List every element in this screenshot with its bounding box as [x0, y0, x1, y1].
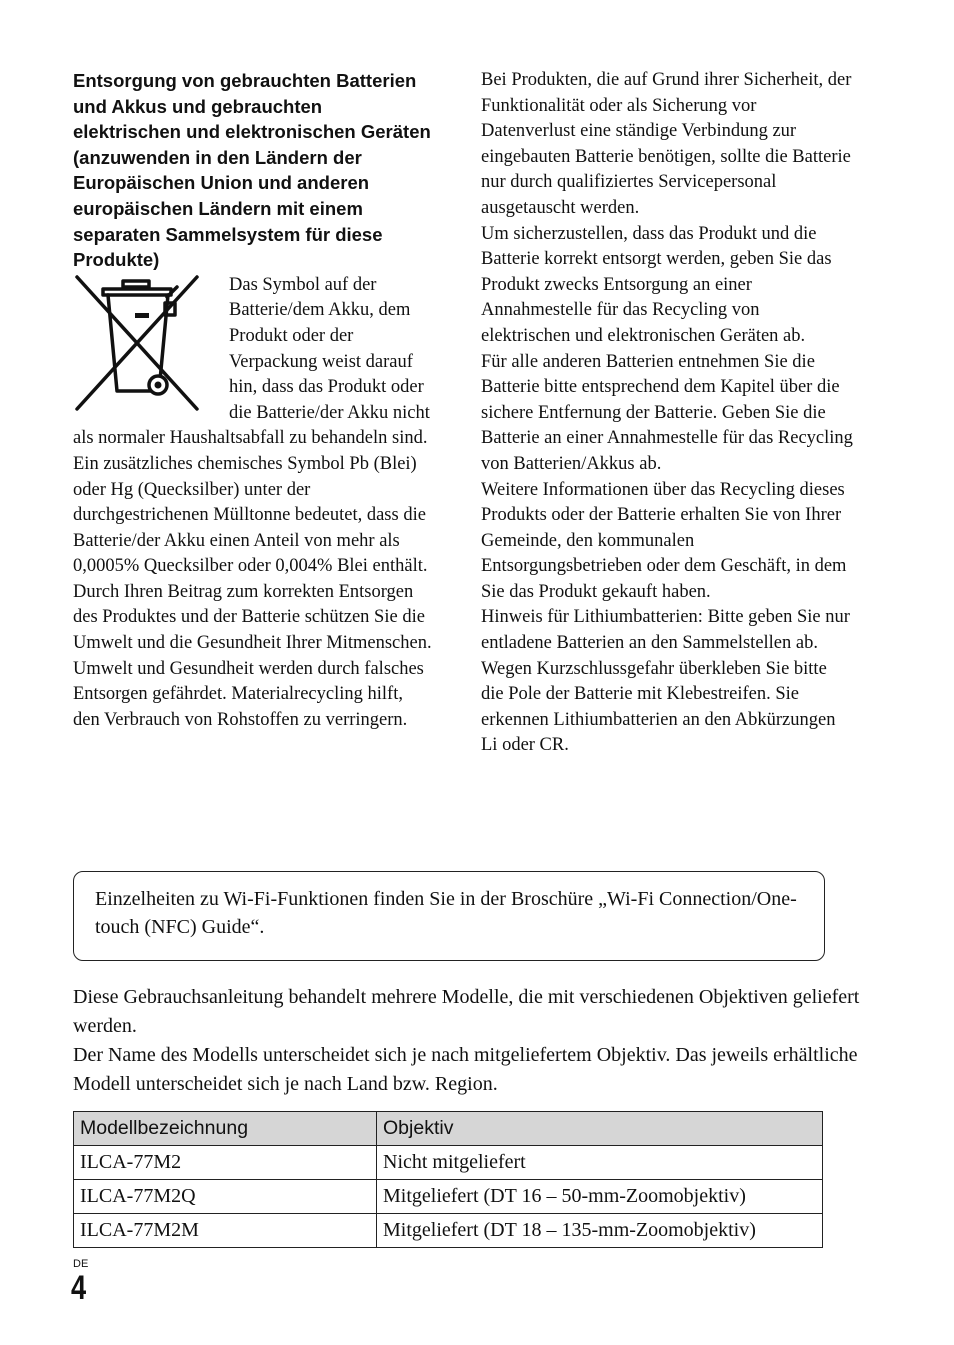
table-row — [74, 1180, 823, 1214]
disposal-heading: Entsorgung von gebrauchten Batterien und Akkus und gebrauchten elektrischen und elektronischen Geräten (anzuwenden in den Ländern der Europäischen Union und anderen europäischen Ländern mit einem separaten Sammelsystem für diese Produkte) — [73, 70, 431, 271]
disposal-paragraph: Hinweis für Lithiumbatterien: Bitte geben Sie nur entladene Batterien an den Sammelstellen ab. Wegen Kurzschlussgefahr überkleben Sie bitte die Pole der Batterie mit Klebestreifen. Sie erkennen Lithiumbatterien an den Abkürzungen Li oder CR. — [481, 607, 850, 756]
disposal-paragraph: Um sicherzustellen, dass das Produkt und die Batterie korrekt entsorgt werden, geben Sie das Produkt zwecks Entsorgung an einer Annahmestelle für das Recycling von elektrischen und elektronischen Geräten ab. — [481, 223, 832, 346]
intro-paragraph: Diese Gebrauchsanleitung behandelt mehrere Modelle, die mit verschiedenen Objektiven geliefert werden. — [73, 986, 860, 1037]
page-number: 4 — [71, 1269, 87, 1307]
lens-cell: Mitgeliefert (DT 18 – 135-mm-Zoomobjektiv) — [377, 1214, 823, 1248]
model-name-cell: ILCA-77M2 — [74, 1146, 377, 1180]
disposal-section-right — [481, 68, 853, 759]
wifi-notice-box — [73, 871, 825, 961]
disposal-paragraph: Durch Ihren Beitrag zum korrekten Entsorgen des Produktes und der Batterie schützen Sie die Umwelt und die Gesundheit Ihrer Mitmenschen. Umwelt und Gesundheit werden durch falsches Entsorgen gefährdet. Materialrecycling hilft, den Verbrauch von Rohstoffen zu verringern. — [73, 581, 432, 730]
table-row — [74, 1214, 823, 1248]
table-header-row — [74, 1112, 823, 1146]
disposal-paragraph: Bei Produkten, die auf Grund ihrer Sicherheit, der Funktionalität oder als Sicherung vor Datenverlust eine ständige Verbindung zur eingebauten Batterie benötigen, sollte die Batterie nur durch qualifiziertes Servicepersonal ausgetauscht werden. — [481, 70, 852, 218]
model-table — [73, 1111, 823, 1248]
wifi-notice-text: Einzelheiten zu Wi-Fi-Funktionen finden Sie in der Broschüre „Wi-Fi Connection/One-touch (NFC) Guide“. — [95, 888, 797, 938]
model-name-cell: ILCA-77M2M — [74, 1214, 377, 1248]
column-header-lens: Objektiv — [377, 1112, 823, 1146]
page-language-code: DE — [73, 1258, 89, 1270]
disposal-paragraph: Für alle anderen Batterien entnehmen Sie die Batterie bitte entsprechend dem Kapitel über die sichere Entfernung der Batterie. Geben Sie die Batterie an einer Annahmestelle für das Recycling von Batterien/Akkus ab. — [481, 351, 853, 474]
table-row — [74, 1146, 823, 1180]
model-name-cell: ILCA-77M2Q — [74, 1180, 377, 1214]
column-header-model: Modellbezeichnung — [74, 1112, 377, 1146]
lens-cell: Mitgeliefert (DT 16 – 50-mm-Zoomobjektiv) — [377, 1180, 823, 1214]
crossed-out-wheelie-bin-icon — [73, 273, 201, 413]
disposal-section-left — [73, 68, 433, 733]
disposal-paragraph: Ein zusätzliches chemisches Symbol Pb (Blei) oder Hg (Quecksilber) unter der durchgestrichenen Mülltonne bedeutet, dass die Batterie/der Akku einen Anteil von mehr als 0,0005% Quecksilber oder 0,004% Blei enthält. — [73, 453, 428, 577]
intro-paragraph: Der Name des Modells unterscheidet sich je nach mitgeliefertem Objektiv. Das jeweils erhältliche Modell unterscheidet sich je nach Land bzw. Region. — [73, 1044, 858, 1095]
disposal-paragraph: Das Symbol auf der Batterie/dem Akku, dem Produkt oder der Verpackung weist darauf hin, dass das Produkt oder die Batterie/der Akku nicht als normaler Haushaltsabfall zu behandeln sind. — [73, 274, 430, 449]
disposal-paragraph: Weitere Informationen über das Recycling dieses Produkts oder der Batterie erhalten Sie von Ihrer Gemeinde, den kommunalen Entsorgungsbetrieben oder dem Geschäft, in dem Sie das Produkt gekauft haben. — [481, 479, 847, 602]
disposal-text-block — [73, 273, 433, 734]
model-intro — [73, 983, 863, 1099]
lens-cell: Nicht mitgeliefert — [377, 1146, 823, 1180]
